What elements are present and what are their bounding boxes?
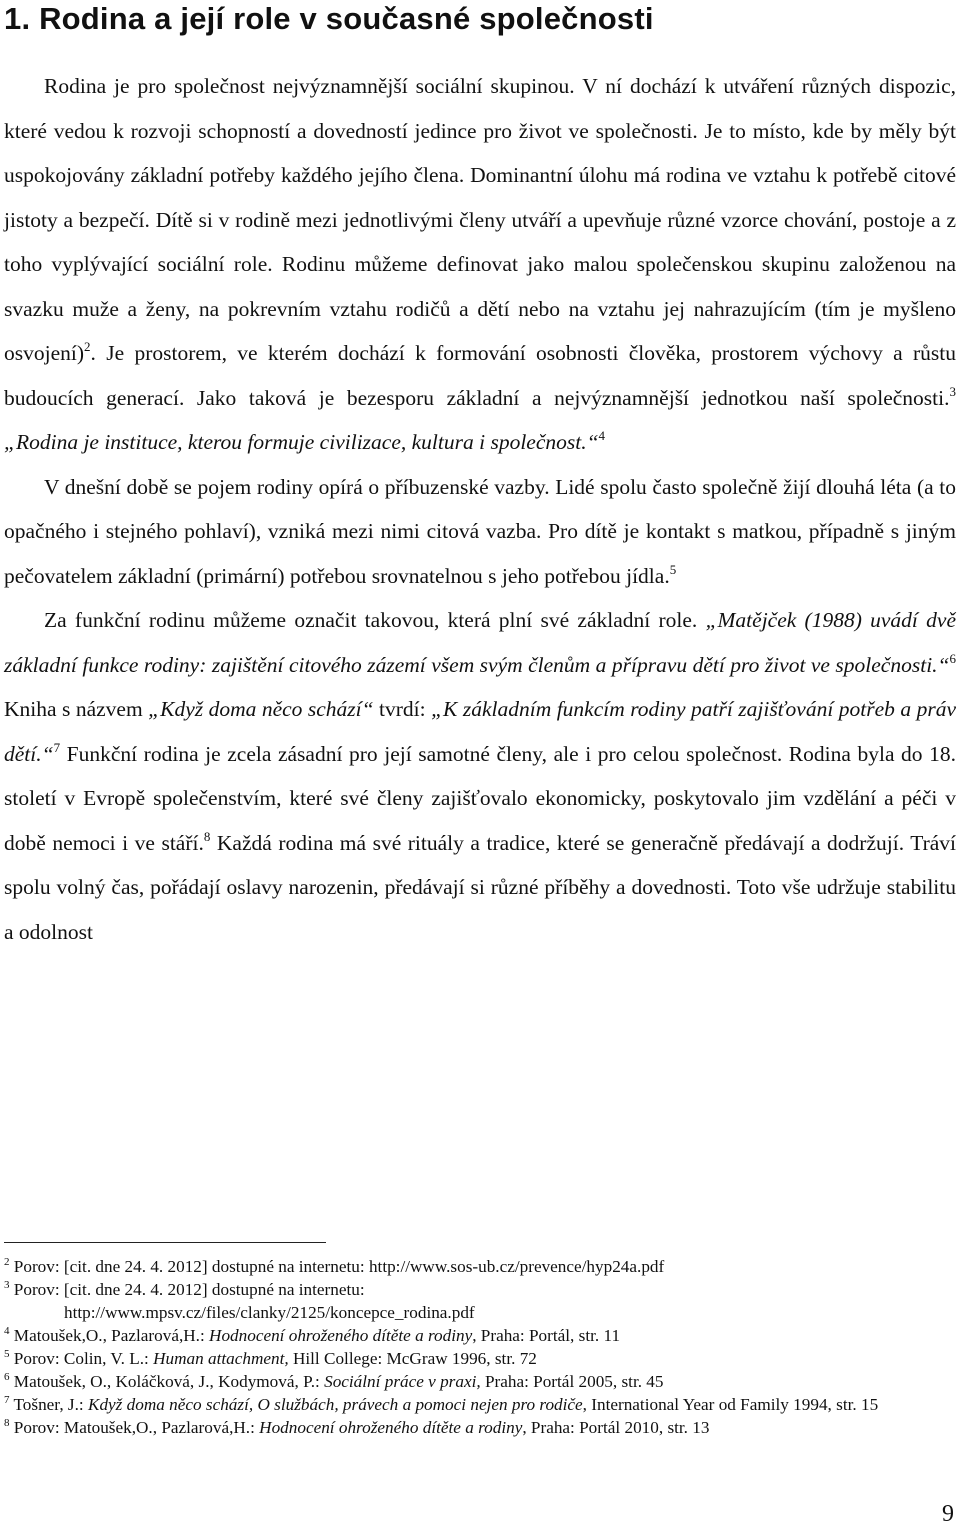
p3-text-e: tvrdí: [373, 697, 432, 721]
footnote-4-number: 4 [4, 1325, 10, 1337]
p3-text-a: Za funkční rodinu můžeme označit takovou, která plní své základní role. [44, 608, 706, 632]
p1-text-b: . Je prostorem, ve kterém dochází k formování osobnosti člověka, prostorem výchovy a růstu budoucích generací. Jako taková je bezesporu základní a nejvýznamnější jednotkou naší společnosti. [4, 341, 956, 410]
footnote-ref-5[interactable]: 5 [669, 561, 677, 577]
p1-quote: „Rodina je instituce, kterou formuje civilizace, kultura i společnost.“ [4, 430, 599, 454]
footnote-4-author: Matoušek,O., Pazlarová,H.: [9, 1326, 210, 1345]
p3-book-title: „Když doma něco schází“ [148, 697, 374, 721]
footnote-5-author: Porov: Colin, V. L.: [9, 1349, 154, 1368]
footnote-2-number: 2 [4, 1256, 10, 1268]
footnote-2-text: Porov: [cit. dne 24. 4. 2012] dostupné na internetu: http://www.sos-ub.cz/prevence/hyp24a.pdf [9, 1257, 665, 1276]
footnote-ref-3[interactable]: 3 [949, 383, 956, 399]
footnote-3 [4, 1278, 956, 1324]
footnote-ref-4[interactable]: 4 [598, 428, 606, 443]
footnote-8 [4, 1416, 956, 1439]
footnote-8-number: 8 [4, 1417, 10, 1429]
footnote-separator [4, 1242, 326, 1243]
footnote-5-title: Human attachment, [153, 1349, 289, 1368]
page-number: 9 [942, 1501, 954, 1527]
footnote-8-publisher: , Praha: Portál 2010, str. 13 [522, 1418, 710, 1437]
footnote-7 [4, 1393, 956, 1416]
paragraph-2 [4, 465, 956, 599]
footnote-4 [4, 1324, 956, 1347]
paragraph-1 [4, 64, 956, 465]
footnote-7-author: Tošner, J.: [9, 1395, 88, 1414]
p3-text-h: Každá rodina má své rituály a tradice, které se generačně předávají a dodržují. Tráví spolu volný čas, pořádají oslavy narozenin, předávají si různé příběhy a dovednosti. Toto vše udržuje stabilitu a odolnost [4, 830, 957, 944]
footnote-5-number: 5 [4, 1348, 10, 1360]
footnote-2 [4, 1255, 956, 1278]
p1-text-a: Rodina je pro společnost nejvýznamnější sociální skupinou. V ní dochází k utváření různých dispozic, které vedou k rozvoji schopností a dovedností jedince pro život ve společnosti. Je to místo, kde by měly být uspokojovány základní potřeby každého jejího člena. Dominantní úlohu má rodina ve vztahu k potřebě citové jistoty a bezpečí. Dítě si v rodině mezi jednotlivými členy utváří a upevňuje různé vzorce chování, postoje a z toho vyplývající sociální role. Rodinu můžeme definovat jako malou společenskou skupinu založenou na svazku muže a ženy, na pokrevním vztahu rodičů a dětí nebo na vztahu jej nahrazujícím (tím je myšleno osvojení) [4, 74, 956, 365]
footnote-ref-8[interactable]: 8 [203, 828, 211, 844]
p3-text-g: Funkční rodina je zcela zásadní pro její samotné členy, ale i pro celou společnost. Rodina byla do 18. století v Evropě společenstvím, které své členy zajišťovalo ekonomicky, poskytovalo jim vzdělání a péči v době nemoci i ve stáří. [4, 741, 956, 855]
footnote-7-publisher: , International Year od Family 1994, str. 15 [582, 1395, 879, 1414]
footnote-6-number: 6 [4, 1371, 10, 1383]
footnote-6-title: Sociální práce v praxi, [324, 1372, 481, 1391]
p2-text-a: V dnešní době se pojem rodiny opírá o příbuzenské vazby. Lidé spolu často společně žijí dlouhá léta (a to opačného i stejného pohlaví), vzniká mezi nimi citová vazba. Pro dítě je kontakt s matkou, případně s jiným pečovatelem základní (primární) potřebou srovnatelnou s jeho potřebou jídla. [4, 474, 956, 588]
paragraph-3 [4, 598, 956, 954]
footnote-3-number: 3 [4, 1279, 10, 1291]
footnote-8-title: Hodnocení ohroženého dítěte a rodiny [259, 1418, 523, 1437]
footnote-4-publisher: , Praha: Portál, str. 11 [472, 1326, 621, 1345]
p3-text-c: Kniha s názvem [4, 697, 149, 721]
footnote-6 [4, 1370, 956, 1393]
body-text [4, 64, 956, 954]
footnotes [4, 1255, 956, 1439]
footnote-6-publisher: Praha: Portál 2005, str. 45 [480, 1372, 664, 1391]
p3-quote-matejcek: „Matějček (1988) uvádí dvě základní funkce rodiny: zajištění citového zázemí všem svým členům a přípravu dětí pro život ve společnosti.“ [4, 608, 956, 677]
p3-quote-functions: „K základním funkcím rodiny patří zajišťování potřeb a práv dětí.“ [4, 697, 956, 766]
footnote-5 [4, 1347, 956, 1370]
footnote-3-text: Porov: [cit. dne 24. 4. 2012] dostupné na internetu: [9, 1280, 365, 1299]
footnote-7-title: Když doma něco schází, O službách, právech a pomoci nejen pro rodiče [87, 1395, 583, 1414]
chapter-heading: 1. Rodina a její role v současné společnosti [4, 1, 654, 36]
footnote-ref-7[interactable]: 7 [53, 739, 61, 755]
footnote-6-author: Matoušek, O., Koláčková, J., Kodymová, P.: [9, 1372, 325, 1391]
footnote-ref-2[interactable]: 2 [84, 339, 91, 354]
footnote-4-title: Hodnocení ohroženého dítěte a rodiny [209, 1326, 473, 1345]
footnote-8-author: Porov: Matoušek,O., Pazlarová,H.: [9, 1418, 260, 1437]
footnote-3-url[interactable]: http://www.mpsv.cz/files/clanky/2125/koncepce_rodina.pdf [64, 1303, 475, 1322]
footnote-5-publisher: Hill College: McGraw 1996, str. 72 [288, 1349, 537, 1368]
footnote-7-number: 7 [4, 1394, 10, 1406]
footnote-ref-6[interactable]: 6 [949, 650, 956, 666]
